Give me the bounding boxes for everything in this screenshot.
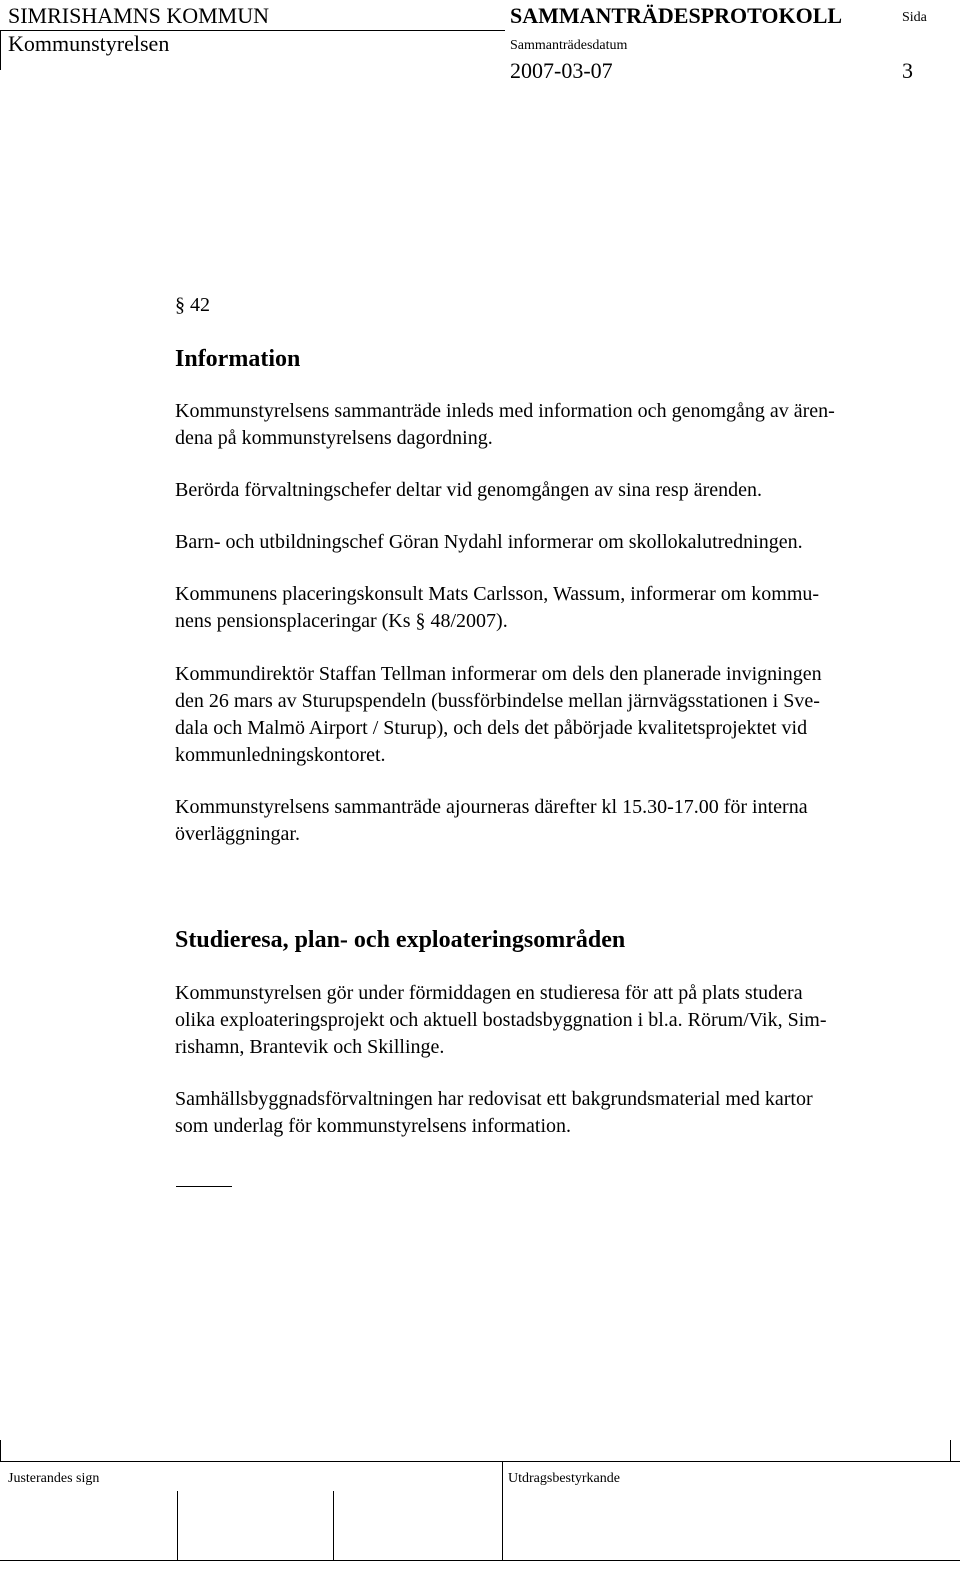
text-line: dala och Malmö Airport / Sturup), och dels det påbörjade kvalitetsprojektet vid bbox=[175, 717, 808, 739]
meeting-date: 2007-03-07 bbox=[510, 58, 613, 83]
text-line: dena på kommunstyrelsens dagordning. bbox=[175, 427, 493, 449]
study-paragraph-2 bbox=[175, 1086, 935, 1140]
header-rule-left bbox=[0, 30, 505, 31]
text-line: Barn- och utbildningschef Göran Nydahl informerar om skollokalutredningen. bbox=[175, 531, 803, 553]
heading-study-trip: Studieresa, plan- och exploateringsområden bbox=[175, 927, 626, 953]
text-line: Samhällsbyggnadsförvaltningen har redovisat ett bakgrundsmaterial med kartor bbox=[175, 1088, 813, 1110]
signature-box-divider-3 bbox=[502, 1461, 503, 1561]
text-line: Kommundirektör Staffan Tellman informerar om dels den planerade invigningen bbox=[175, 663, 822, 685]
study-paragraph-1 bbox=[175, 980, 935, 1061]
footer-rule-left-edge bbox=[0, 1440, 1, 1462]
section-paragraph-wrap bbox=[175, 292, 935, 319]
text-line: överläggningar. bbox=[175, 823, 300, 845]
block-study-trip bbox=[175, 925, 935, 955]
end-rule bbox=[176, 1186, 232, 1187]
info-paragraph-3 bbox=[175, 529, 935, 556]
text-line: olika exploateringsprojekt och aktuell bostadsbyggnation i bl.a. Rörum/Vik, Sim- bbox=[175, 1009, 827, 1031]
info-paragraph-1 bbox=[175, 398, 935, 452]
signature-box-divider-2 bbox=[333, 1491, 334, 1561]
text-line: Kommunens placeringskonsult Mats Carlsson, Wassum, informerar om kommu- bbox=[175, 583, 820, 605]
page-number: 3 bbox=[902, 58, 913, 83]
text-line: Kommunstyrelsen gör under förmiddagen en studieresa för att på plats studera bbox=[175, 982, 803, 1004]
info-paragraph-4 bbox=[175, 581, 935, 635]
document-type: SAMMANTRÄDESPROTOKOLL bbox=[510, 3, 843, 28]
text-line: rishamn, Brantevik och Skillinge. bbox=[175, 1036, 445, 1058]
signature-box-divider-1 bbox=[177, 1491, 178, 1561]
info-paragraph-5 bbox=[175, 661, 935, 769]
info-paragraph-6 bbox=[175, 794, 935, 848]
text-line: den 26 mars av Sturupspendeln (bussförbindelse mellan järnvägsstationen i Sve- bbox=[175, 690, 820, 712]
board-name: Kommunstyrelsen bbox=[8, 31, 170, 56]
section-number: § 42 bbox=[175, 294, 210, 316]
heading-information: Information bbox=[175, 346, 301, 372]
footer-rule-top bbox=[0, 1461, 960, 1462]
text-line: som underlag för kommunstyrelsens information. bbox=[175, 1115, 572, 1137]
footer-rule-bottom bbox=[0, 1560, 960, 1561]
text-line: Kommunstyrelsens sammanträde inleds med information och genomgång av ären- bbox=[175, 400, 835, 422]
utdragsbestyrkande-label: Utdragsbestyrkande bbox=[508, 1471, 620, 1486]
block-information bbox=[175, 344, 935, 374]
page-label: Sida bbox=[902, 10, 927, 25]
footer-rule-right-edge bbox=[950, 1440, 951, 1462]
municipality-name: SIMRISHAMNS KOMMUN bbox=[8, 3, 269, 28]
justerandes-sign-label: Justerandes sign bbox=[8, 1471, 100, 1486]
text-line: Kommunstyrelsens sammanträde ajourneras därefter kl 15.30-17.00 för interna bbox=[175, 796, 808, 818]
text-line: nens pensionsplaceringar (Ks § 48/2007). bbox=[175, 610, 508, 632]
info-paragraph-2 bbox=[175, 477, 935, 504]
text-line: Berörda förvaltningschefer deltar vid genomgången av sina resp ärenden. bbox=[175, 479, 762, 501]
text-line: kommunledningskontoret. bbox=[175, 744, 386, 766]
header-rule-vertical bbox=[0, 30, 1, 70]
date-label: Sammanträdesdatum bbox=[510, 38, 628, 53]
